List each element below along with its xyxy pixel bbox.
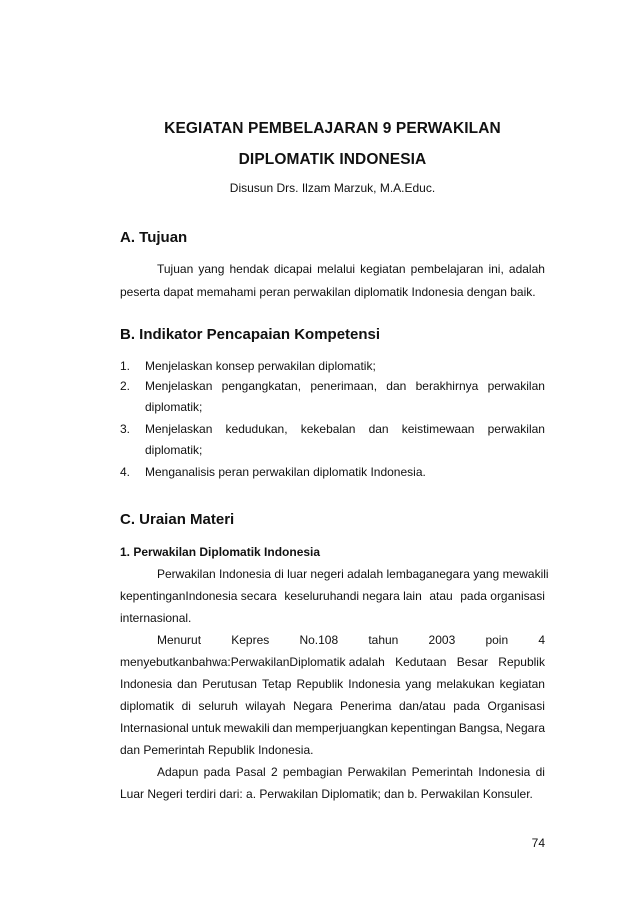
word: Menjelaskan [145,379,213,393]
word: Indonesia [478,765,531,779]
word: dan [368,422,389,436]
chapter-title-line-1: KEGIATAN PEMBELAJARAN 9 PERWAKILAN [164,120,501,137]
list-text [145,465,545,479]
word: Besar [456,655,489,669]
word: kepentinganIndonesia secara [120,589,277,603]
word: Perwakilan [347,765,407,779]
word: kepentingan [390,721,457,735]
word: mewakili [223,721,270,735]
list-text [145,422,545,436]
word: menyebutkanbahwa:PerwakilanDiplomatik adalah [120,655,385,669]
p2-line-1 [120,633,545,647]
word: atau [429,589,453,603]
word: Republik [498,655,545,669]
word: Adapun [157,765,199,779]
section-heading-indikator: B. Indikator Pencapaian Kompetensi [120,326,381,343]
word: Negara [293,699,333,713]
word: Perwakilan Indonesia di luar negeri adalah lembaganegara yang mewakili [157,567,549,581]
list-number: 3. [120,422,131,436]
word: di [181,699,191,713]
word: tahun [368,633,399,647]
word: keistimewaan [401,422,475,436]
word: 2003 [428,633,456,647]
word: Kepres [231,633,270,647]
word: Perutusan [202,677,257,691]
word: Tetap [262,677,292,691]
word: dan [177,677,198,691]
author-byline: Disusun Drs. Ilzam Marzuk, M.A.Educ. [229,181,436,195]
p1-line-2 [120,589,545,603]
word: Organisasi [487,699,545,713]
word: Menganalisis peran perwakilan diplomatik Indonesia. [145,465,426,479]
word: untuk [191,721,221,735]
word: yang [198,262,225,276]
word: Penerima [340,699,392,713]
word: dan [272,721,293,735]
list-text [145,379,545,393]
word: penerimaan, [310,379,378,393]
word: Menjelaskan konsep perwakilan diplomatik; [145,359,376,373]
word: Tujuan [157,262,194,276]
word: di [535,765,545,779]
word: Indonesia [348,677,401,691]
word: Menjelaskan [145,422,213,436]
word: Kedutaan [395,655,447,669]
word: Pasal [235,765,266,779]
word: yang [405,677,432,691]
word: Indonesia [120,677,173,691]
word: dicapai [273,262,312,276]
word: dan [386,379,407,393]
word: perwakilan [487,379,545,393]
word: pada [203,765,231,779]
p3-line-2: Luar Negeri terdiri dari: a. Perwakilan Diplomatik; dan b. Perwakilan Konsuler. [120,787,533,801]
word: kegiatan [499,677,545,691]
word: ini, [488,262,504,276]
word: kedudukan, [225,422,288,436]
list-text-continuation: diplomatik; [145,443,203,457]
word: seluruh [198,699,238,713]
word: memperjuangkan [295,721,388,735]
word: keseluruhandi negara lain [284,589,422,603]
p3-line-1 [120,765,545,779]
word: Negara [505,721,545,735]
list-number: 4. [120,465,131,479]
word: poin [485,633,509,647]
list-text-continuation: diplomatik; [145,400,203,414]
word: Menurut [157,633,202,647]
word: diplomatik [120,699,175,713]
word: dan/atau [398,699,446,713]
tujuan-paragraph-line-2: peserta dapat memahami peran perwakilan diplomatik Indonesia dengan baik. [120,285,536,299]
word: melalui [317,262,356,276]
p1-line-3: internasional. [120,611,192,625]
list-number: 2. [120,379,131,393]
word: adalah [508,262,545,276]
p1-line-1 [120,567,549,581]
section-heading-uraian: C. Uraian Materi [120,511,235,528]
word: wilayah [245,699,286,713]
word: pengangkatan, [221,379,302,393]
p2-line-4 [120,699,545,713]
p2-line-6: dan Pemerintah Republik Indonesia. [120,743,314,757]
p2-line-2 [120,655,545,669]
word: 4 [538,633,545,647]
word: berakhirnya [415,379,479,393]
chapter-title-line-2: DIPLOMATIK INDONESIA [238,151,427,168]
word: pada organisasi [460,589,545,603]
p2-line-3 [120,677,545,691]
word: perwakilan [487,422,545,436]
word: kekebalan [300,422,356,436]
word: pembelajaran [410,262,484,276]
list-number: 1. [120,359,131,373]
word: pada [453,699,480,713]
word: Internasional [120,721,189,735]
word: Republik [296,677,344,691]
word: Pemerintah [411,765,473,779]
section-heading-tujuan: A. Tujuan [120,229,188,246]
word: hendak [229,262,269,276]
subsection-heading-perwakilan: 1. Perwakilan Diplomatik Indonesia [120,545,321,559]
p2-line-5 [120,721,545,735]
word: Bangsa, [458,721,503,735]
list-text [145,359,545,373]
word: kegiatan [360,262,406,276]
page-number: 74 [531,836,545,850]
word: 2 [270,765,278,779]
word: melakukan [436,677,495,691]
tujuan-paragraph-line-1 [120,262,545,276]
word: pembagian [282,765,343,779]
word: No.108 [299,633,339,647]
